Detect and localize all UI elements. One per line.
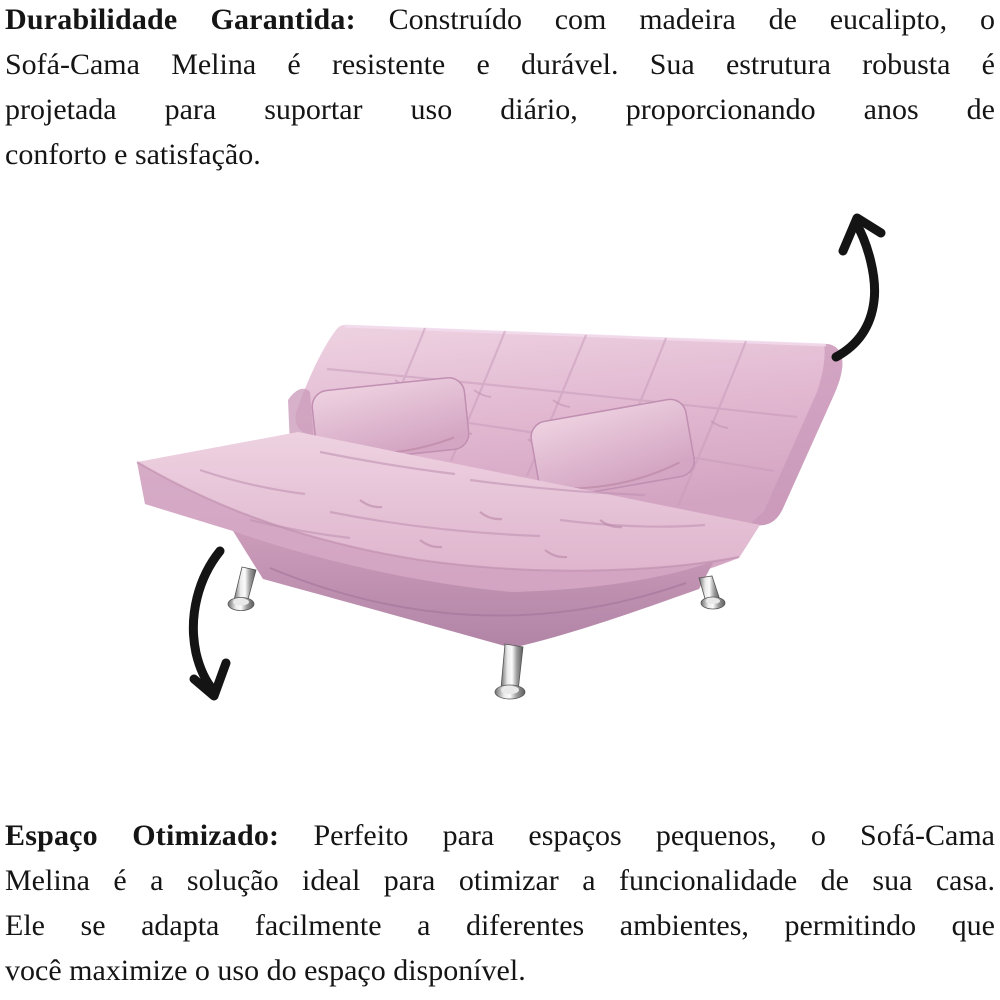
- durability-paragraph: [5, 0, 995, 177]
- paragraph-heading: Durabilidade Garantida:: [5, 3, 356, 36]
- paragraph-line: Melina é a solução ideal para otimizar a funcionalidade de sua casa.: [5, 864, 995, 897]
- sofa-leg-center: [495, 644, 525, 699]
- paragraph-line: [5, 813, 995, 858]
- paragraph-text: Construído com madeira de eucalipto, o: [388, 3, 995, 36]
- paragraph-line: Sofá-Cama Melina é resistente e durável. Sua estrutura robusta é: [5, 48, 995, 81]
- paragraph-line: [5, 0, 995, 42]
- paragraph-line: conforto e satisfação.: [5, 138, 261, 171]
- paragraph-text: Perfeito para espaços pequenos, o Sofá-Cama: [313, 819, 995, 852]
- space-paragraph: [5, 813, 995, 993]
- sofa-leg-left: [228, 567, 256, 611]
- paragraph-heading: Espaço Otimizado:: [5, 819, 280, 852]
- sofa-leg-right: [699, 576, 725, 609]
- paragraph-line: Ele se adapta facilmente a diferentes ambientes, permitindo que: [5, 909, 995, 942]
- seat-fold-down-arrow-icon: [193, 551, 226, 696]
- paragraph-line: projetada para suportar uso diário, proporcionando anos de: [5, 93, 995, 126]
- paragraph-line: você maximize o uso do espaço disponível.: [5, 954, 526, 987]
- recline-up-arrow-icon: [836, 218, 881, 357]
